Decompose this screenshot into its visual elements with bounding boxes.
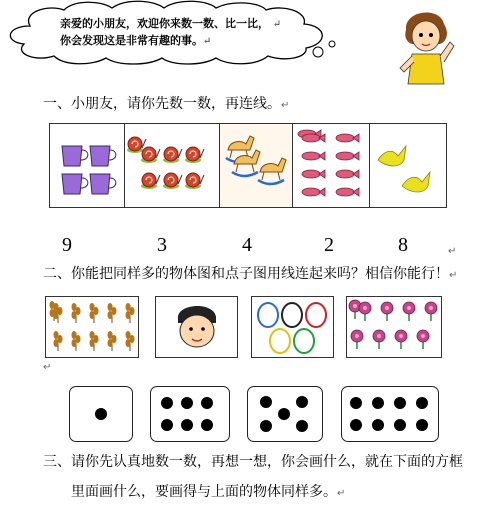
dot (161, 419, 173, 431)
dot (201, 419, 213, 431)
birds-image (370, 124, 446, 207)
dot-card-1 (69, 386, 133, 442)
dot (394, 419, 406, 431)
dot-card-5 (247, 386, 323, 442)
intro-text (60, 16, 281, 50)
number-9: 9 (62, 234, 72, 256)
intro-line-1: 亲爱的小朋友，欢迎你来数一数、比一比， (60, 17, 269, 30)
number-3: 3 (157, 234, 167, 256)
section1-title-text: 一、小朋友，请你先数一数，再连线。 (43, 96, 281, 112)
dot (161, 397, 173, 409)
rings-image (252, 297, 333, 357)
dot (350, 397, 362, 409)
dot-card-8 (341, 386, 439, 442)
rings-cell (251, 296, 334, 358)
section2-title (43, 264, 457, 286)
section3-line-1: 三、请你先认真地数一数，再想一想，你会画什么，就在下面的方框 (43, 454, 463, 470)
paragraph-mark: ↵ (448, 246, 457, 257)
dot (372, 419, 384, 431)
dot (95, 408, 107, 420)
dot (296, 420, 308, 432)
dot (394, 397, 406, 409)
rocking-horses-cell (220, 124, 293, 207)
wheat-image (46, 297, 138, 357)
paragraph-mark: ↵ (281, 100, 290, 111)
rocking-horses-image (220, 124, 292, 207)
section3-line-2-text: 里面画什么，要画得与上面的物体同样多。 (71, 484, 337, 500)
paragraph-mark: ↵ (43, 362, 52, 373)
dot (181, 419, 193, 431)
flowers-image (347, 297, 441, 357)
section1-title (43, 94, 289, 116)
dot (416, 419, 428, 431)
number-2: 2 (324, 234, 334, 256)
dot (350, 419, 362, 431)
flowers-cell (346, 296, 442, 358)
cartoon-girl-image (396, 4, 458, 90)
paragraph-mark: ↵ (203, 36, 212, 47)
cups-image (50, 124, 124, 207)
dot (416, 397, 428, 409)
section3-line-2 (71, 482, 345, 504)
number-8: 8 (398, 234, 408, 256)
cups-cell (50, 124, 125, 207)
wheat-cell (45, 296, 139, 358)
dot-card-6 (150, 386, 230, 442)
intro-line-2: 你会发现这是非常有趣的事。 (60, 34, 203, 47)
snails-image (125, 124, 219, 207)
dot (278, 408, 290, 420)
dot (260, 420, 272, 432)
dot (296, 396, 308, 408)
fish-image (293, 124, 369, 207)
paragraph-mark: ↵ (337, 488, 346, 499)
dot (372, 397, 384, 409)
section2-title-text: 二、你能把同样多的物体图和点子图用线连起来吗？相信你能行！ (43, 266, 449, 282)
dot (181, 397, 193, 409)
boy-face-cell (155, 296, 238, 358)
fish-cell (293, 124, 370, 207)
section1-picture-row (49, 123, 447, 208)
boy-face-image (156, 297, 237, 357)
paragraph-mark: ↵ (272, 19, 282, 30)
dot (201, 397, 213, 409)
paragraph-mark: ↵ (449, 270, 458, 281)
number-4: 4 (242, 234, 252, 256)
snails-cell (125, 124, 220, 207)
birds-cell (370, 124, 446, 207)
dot (260, 396, 272, 408)
